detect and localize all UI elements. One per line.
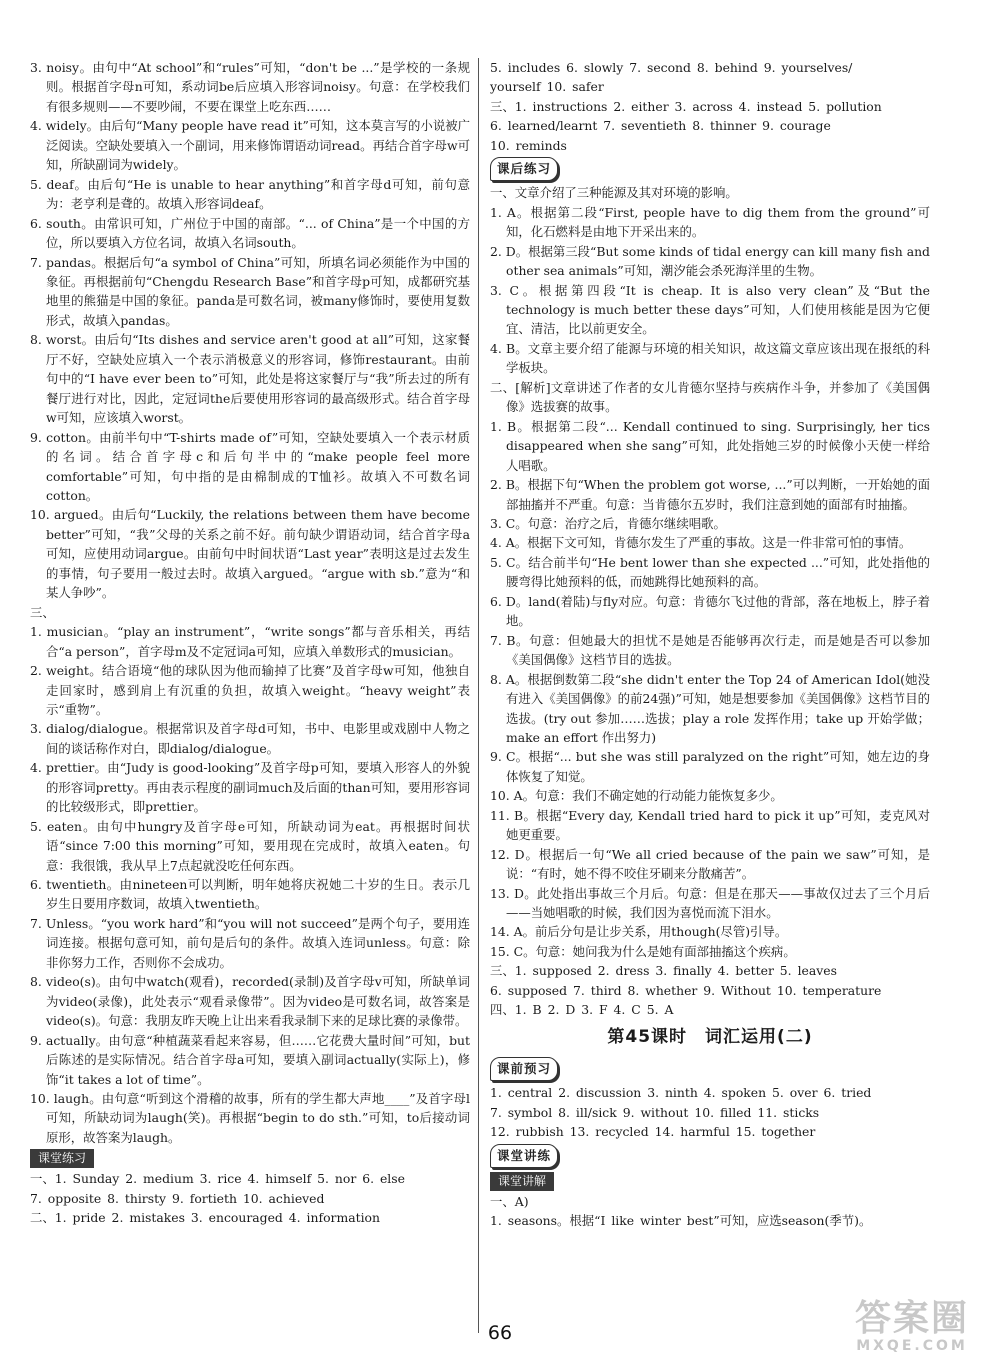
answer-item: 8. worst。由后句“Its dishes and service aren't good at all”可知，这家餐厅不好，空缺处应填入一个表示消极意义的形容词，修饰restaurant。由前句中的“I have ever been to”可知，此处是将这家餐厅与“我”所去过的所有餐厅进行对比，因此，定冠词the后要使用形容词的最高级形式。结合首字母w可知，应该填入worst。 <box>30 332 470 426</box>
answer-item: 9. cotton。由前半句中“T-shirts made of”可知，空缺处要填入一个表示材质的名词。结合首字母c和后句半中的“make people feel more comfortable”可知，句中指的是由棉制成的T恤衫。故填入不可数名词cotton。 <box>30 429 470 503</box>
badge-class-explain: 课堂讲练 <box>490 1144 558 1168</box>
answer-line: 1. seasons。根据“I like winter best”可知，应选season(季节)。 <box>490 1213 872 1229</box>
watermark-url: MXQE.COM <box>856 1338 968 1354</box>
answer-item: 2. weight。结合语境“他的球队因为他而输掉了比赛”及首字母w可知，他独自走回家时，感到肩上有沉重的负担，故填入weight。“heavy weight”表示“重物”。 <box>30 663 470 717</box>
answer-item: 3. dialog/dialogue。根据常识及首字母d可知，书中、电影里或戏剧中人物之间的谈话称作对白，即dialog/dialogue。 <box>30 721 470 756</box>
answer-line: 12. rubbish 13. recycled 14. harmful 15. together <box>490 1124 816 1140</box>
answer-line: 5. includes 6. slowly 7. second 8. behind 9. yourselves/ <box>490 60 853 75</box>
watermark-logo <box>832 1300 992 1356</box>
answer-item: 三、 <box>30 604 55 620</box>
answer-item: 二、[解析]文章讲述了作者的女儿肯德尔坚持与疾病作斗争，并参加了《美国偶像》选拔赛的故事。 <box>490 379 930 415</box>
page-number: 66 <box>487 1322 513 1344</box>
answer-item: 3. noisy。由句中“At school”和“rules”可知，“don't be ...”是学校的一条规则。根据首字母n可知，系动词be后应填入形容词noisy。句意：在学校我们有很多规则——不要吵闹，不要在课堂上吃东西…… <box>30 60 470 114</box>
answer-item: 1. musician。“play an instrument”，“write songs”都与音乐相关，再结合“a person”，首字母m及不定冠词a可知，应填入单数形式的musician。 <box>30 624 470 659</box>
answer-line: 10. reminds <box>490 137 567 153</box>
answer-item: 1. A。根据第二段“First, people have to dig them from the ground”可知，化石燃料是由地下开采出来的。 <box>490 204 930 240</box>
column-divider <box>478 58 479 1333</box>
answer-item: 7. pandas。根据后句“a symbol of China”可知，所填名词必须能作为中国的象征。再根据前句“Chengdu Research Base”和首字母p可知，成都研究基地里的熊猫是中国的象征。panda是可数名词，被many修饰时，要使用复数形式，故填入pandas。 <box>30 254 470 328</box>
after-class-short-answers <box>490 961 930 1019</box>
class-practice-answers <box>30 1169 470 1227</box>
answer-item: 4. B。文章主要介绍了能源与环境的相关知识，故这篇文章应该出现在报纸的科学板块。 <box>490 340 930 376</box>
answer-item: 8. video(s)。由句中watch(观看)，recorded(录制)及首字母v可知，所缺单词为video(录像)，此处表示“观看录像带”。因为video是可数名词，故答案是video(s)。句意：我朋友昨天晚上让出来看我录制下来的足球比赛的录像带。 <box>30 974 470 1029</box>
answer-item: 13. D。此处指出事故三个月后。句意：但是在那天——事故仅过去了三个月后——当她唱歌的时候，我们因为喜悦而流下泪水。 <box>490 885 930 921</box>
section-tag-class-practice: 课堂练习 <box>30 1149 94 1168</box>
answer-item: 6. D。land(着陆)与fly对应。句意：肯德尔飞过他的背部，落在地板上，脖子着地。 <box>490 593 930 629</box>
answer-item: 10. laugh。由句意“听到这个滑稽的故事，所有的学生都大声地____”及首字母l可知，所缺动词为laugh(笑)。再根据“begin to do sth.”可知，to后接动词原形，故答案为laugh。 <box>30 1091 470 1145</box>
answer-item: 一、文章介绍了三种能源及其对环境的影响。 <box>490 185 738 201</box>
lesson-title: 第45课时 词汇运用(二) <box>607 1026 813 1047</box>
answer-item: 10. A。句意：我们不确定她的行动能力能恢复多少。 <box>490 788 783 804</box>
answer-line: 三、1. instructions 2. either 3. across 4. instead 5. pollution <box>490 98 882 114</box>
watermark-text: 答案圈 <box>854 1298 969 1339</box>
answer-line: 6. supposed 7. third 8. whether 9. Without 10. temperature <box>490 982 882 998</box>
section-tag-class-explain: 课堂讲解 <box>490 1172 554 1191</box>
answer-line: 一、1. Sunday 2. medium 3. rice 4. himself 5. nor 6. else <box>30 1171 405 1187</box>
answer-line: 6. learned/learnt 7. seventieth 8. thinner 9. courage <box>490 118 831 134</box>
answer-item: 15. C。句意：她问我为什么是她有面部抽搐这个疾病。 <box>490 943 796 959</box>
answer-item: 1. B。根据第二段“... Kendall continued to sing. Surprisingly, her tics disappeared when she sang”可知，此处指她三岁的时候像小天使一样给人唱歌。 <box>490 418 930 473</box>
answer-item: 11. B。根据“Every day, Kendall tried hard to pick it up”可知，麦克风对她更重要。 <box>490 807 930 843</box>
answer-line: 1. central 2. discussion 3. ninth 4. spoken 5. over 6. tried <box>490 1085 872 1101</box>
answer-line: 三、1. supposed 2. dress 3. finally 4. better 5. leaves <box>490 963 837 979</box>
answer-item: 7. B。句意：但她最大的担忧不是她是否能够再次行走，而是她是否可以参加《美国偶像》这档节目的选拔。 <box>490 632 930 668</box>
answer-item: 3. C。根据第四段“It is cheap. It is also very clean”及“But the technology is much better these days”可知，人们使用核能是因为它便宜、清洁，比以前更安全。 <box>490 282 930 337</box>
answer-item: 6. south。由常识可知，广州位于中国的南部。“... of China”是一个中国的方位，所以要填入方位名词，故填入名词south。 <box>30 215 470 251</box>
answer-item: 7. Unless。“you work hard”和“you will not succeed”是两个句子，要用连词连接。根据句意可知，前句是后句的条件。故填入连词unless。句意：除非你努力工作，否则你不会成功。 <box>30 915 470 970</box>
class-explain-answers <box>490 1192 930 1231</box>
answer-item: 2. D。根据第三段“But some kinds of tidal energy can kill many fish and other sea animals”可知，潮汐能会杀死海洋里的生物。 <box>490 243 930 279</box>
answer-item: 12. D。根据后一句“We all cried because of the pain we saw”可知，是说：“有时，她不得不咬住牙刷来分散痛苦”。 <box>490 846 930 882</box>
answer-line: 7. opposite 8. thirsty 9. fortieth 10. achieved <box>30 1190 325 1206</box>
answer-item: 9. C。根据“... but she was still paralyzed on the right”可知，她左边的身体恢复了知觉。 <box>490 749 930 784</box>
answer-line: yourself 10. safer <box>490 79 604 95</box>
continued-answers <box>490 58 930 155</box>
answer-item: 5. deaf。由后句“He is unable to hear anything”和首字母d可知，前句意为：老亨利是聋的。故填入形容词deaf。 <box>30 176 470 212</box>
badge-preview: 课前预习 <box>490 1057 558 1081</box>
answer-line: 四、1. B 2. D 3. F 4. C 5. A <box>490 1002 674 1018</box>
answer-item: 8. A。根据倒数第二段“she didn't enter the Top 24 of American Idol(她没有进入《美国偶像》的前24强)”可知，她是想要参加《美国偶像》这档节目的选拔。(try out 参加……选拔；play a role 发挥作用；take up 开始学做；make an effort 作出努力) <box>490 671 930 745</box>
answer-line: 7. symbol 8. ill/sick 9. without 10. filled 11. sticks <box>490 1104 820 1120</box>
answer-line: 一、A) <box>490 1193 529 1209</box>
answer-item: 4. A。根据下文可知，肯德尔发生了严重的事故。这是一件非常可怕的事情。 <box>490 535 912 551</box>
answer-item: 6. twentieth。由nineteen可以判断，明年她将庆祝她二十岁的生日。表示几岁生日要用序数词，故填入twentieth。 <box>30 877 470 912</box>
answer-item: 9. actually。由句意“种植蔬菜看起来容易，但……它花费大量时间”可知，but后陈述的是实际情况。结合首字母a可知，要填入副词actually(实际上)，修饰“it takes a lot of time”。 <box>30 1032 470 1087</box>
left-answer-list <box>30 58 470 1147</box>
answer-item: 4. widely。由后句“Many people have read it”可知，这本莫言写的小说被广泛阅读。空缺处要填入一个副词，用来修饰谓语动词read。再结合首字母w可知，所缺副词为widely。 <box>30 118 470 173</box>
answer-item: 10. argued。由后句“Luckily, the relations between them have become better”可知，“我”父母的关系之前不好。前句缺少谓语动词，结合首字母a可知，应使用动词argue。由前句中时间状语“Last year”表明这是过去发生的事情，句子要用一般过去时。故填入argued。“argue with sb.”意为“和某人争吵”。 <box>30 507 470 601</box>
badge-after-class: 课后练习 <box>490 157 558 181</box>
answer-item: 2. B。根据下句“When the problem got worse, ...”可以判断，一开始她的面部抽搐并不严重。句意：当肯德尔五岁时，我们注意到她的面部有时抽搐。 <box>490 477 930 512</box>
right-column <box>490 58 930 1230</box>
answer-item: 14. A。前后分句是让步关系，用though(尽管)引导。 <box>490 924 788 940</box>
preview-answers <box>490 1083 930 1141</box>
after-class-answer-list <box>490 183 930 961</box>
answer-item: 3. C。句意：治疗之后，肯德尔继续唱歌。 <box>490 515 726 531</box>
answer-item: 5. eaten。由句中hungry及首字母e可知，所缺动词为eat。再根据时间状语“since 7:00 this morning”可知，要用现在完成时，故填入eaten。句意：我很饿，我从早上7点起就没吃任何东西。 <box>30 818 470 873</box>
answer-item: 4. prettier。由“Judy is good-looking”及首字母p可知，要填入形容人的外貌的形容词pretty。再由表示程度的副词much及后面的than可知，要用形容词的比较级形式，即prettier。 <box>30 760 470 815</box>
left-column <box>30 58 470 1228</box>
answer-item: 5. C。结合前半句“He bent lower than she expected ...”可知，此处指他的腰弯得比她预料的低，而她跳得比她预料的高。 <box>490 554 930 590</box>
answer-line: 二、1. pride 2. mistakes 3. encouraged 4. information <box>30 1210 380 1226</box>
